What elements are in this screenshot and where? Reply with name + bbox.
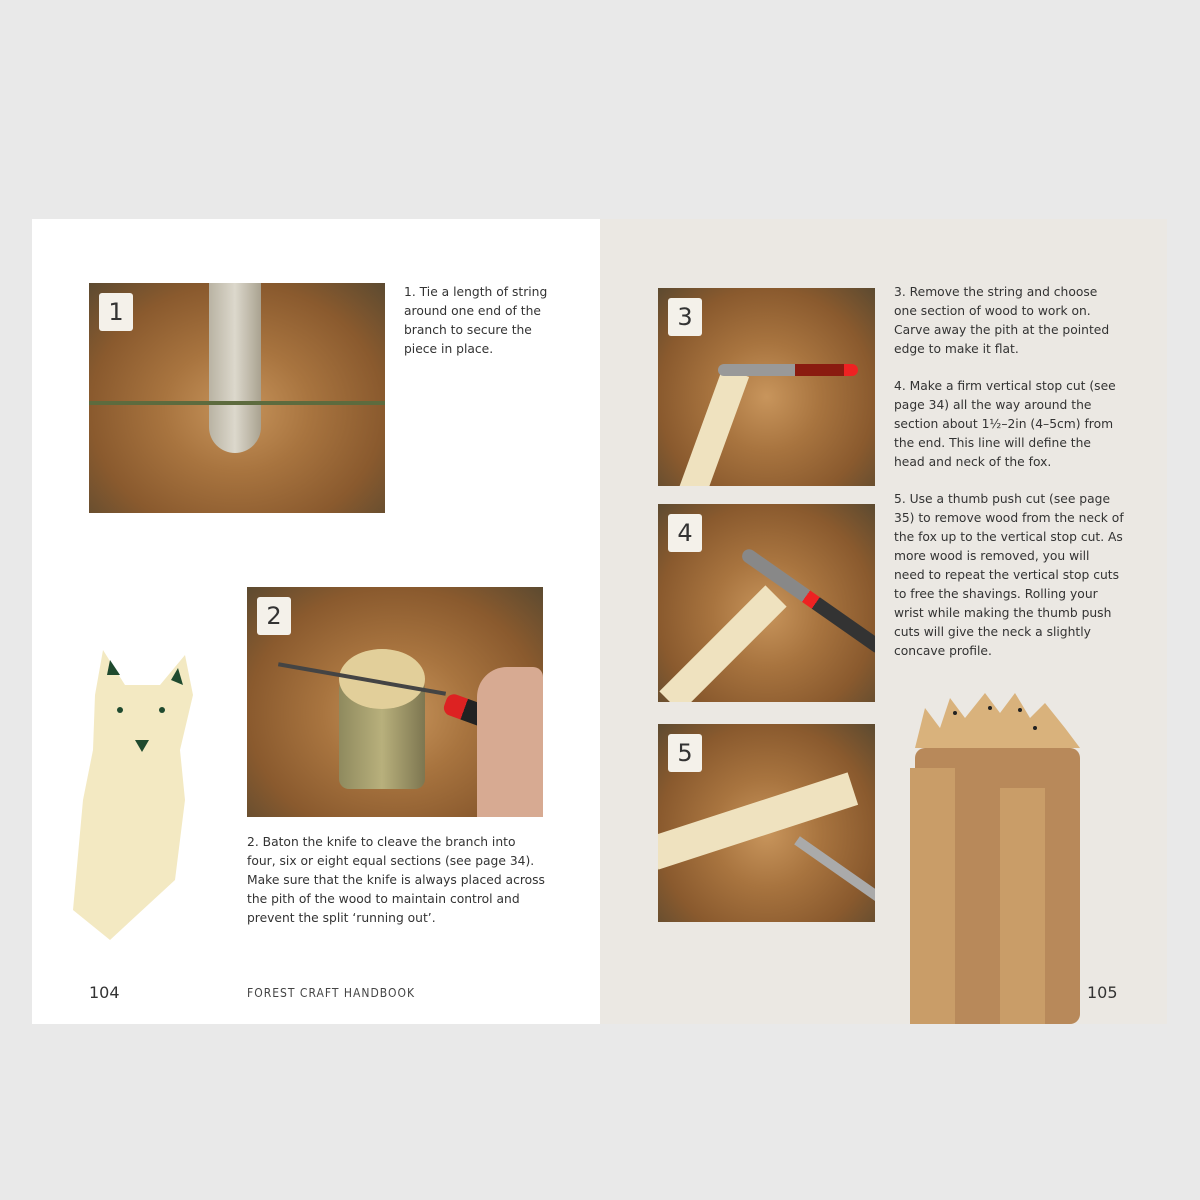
- photo-step-1: [89, 283, 385, 513]
- wood-piece: [675, 367, 749, 486]
- step-1-text: 1. Tie a length of string around one end of the branch to secure the piece in place.: [404, 285, 548, 356]
- branch: [209, 283, 261, 453]
- photo-step-2: [247, 587, 543, 817]
- step-badge: 1: [99, 293, 133, 331]
- string: [89, 401, 385, 405]
- running-title: FOREST CRAFT HANDBOOK: [247, 986, 416, 1000]
- step-3-text: 3. Remove the string and choose one section of wood to work on. Carve away the pith at the pointed edge to make it flat.: [894, 285, 1110, 356]
- fox-illustration: [65, 640, 205, 945]
- hand: [477, 667, 543, 817]
- page-number-right: 105: [1087, 983, 1118, 1002]
- carved-foxes-photo: [905, 688, 1090, 1024]
- step-badge: 2: [257, 597, 291, 635]
- step-5-text: 5. Use a thumb push cut (see page 35) to remove wood from the neck of the fox up to the vertical stop cut. As more wood is removed, you will need to repeat the vertical stop cuts to free the shavings. Rolling your wrist while making the thumb push cuts will give the neck a slightly concave profile.: [894, 492, 1124, 658]
- step-badge: 4: [668, 514, 702, 552]
- photo-step-3: [658, 288, 875, 486]
- knife: [718, 364, 858, 376]
- right-steps-text: [894, 283, 1124, 679]
- step-badge: 3: [668, 298, 702, 336]
- page-number-left: 104: [89, 983, 120, 1002]
- photo-step-5: [658, 724, 875, 922]
- knife: [794, 836, 875, 902]
- step-2-text: 2. Baton the knife to cleave the branch into four, six or eight equal sections (see page 34). Make sure that the knife is always placed across the pith of the wood to maintain control and prevent the split ‘running out’.: [247, 835, 545, 925]
- wood-piece: [659, 585, 786, 702]
- step-badge: 5: [668, 734, 702, 772]
- photo-step-4: [658, 504, 875, 702]
- step-4-text: 4. Make a firm vertical stop cut (see page 34) all the way around the section about 1½–2in (4–5cm) from the end. This line will define the head and neck of the fox.: [894, 379, 1116, 469]
